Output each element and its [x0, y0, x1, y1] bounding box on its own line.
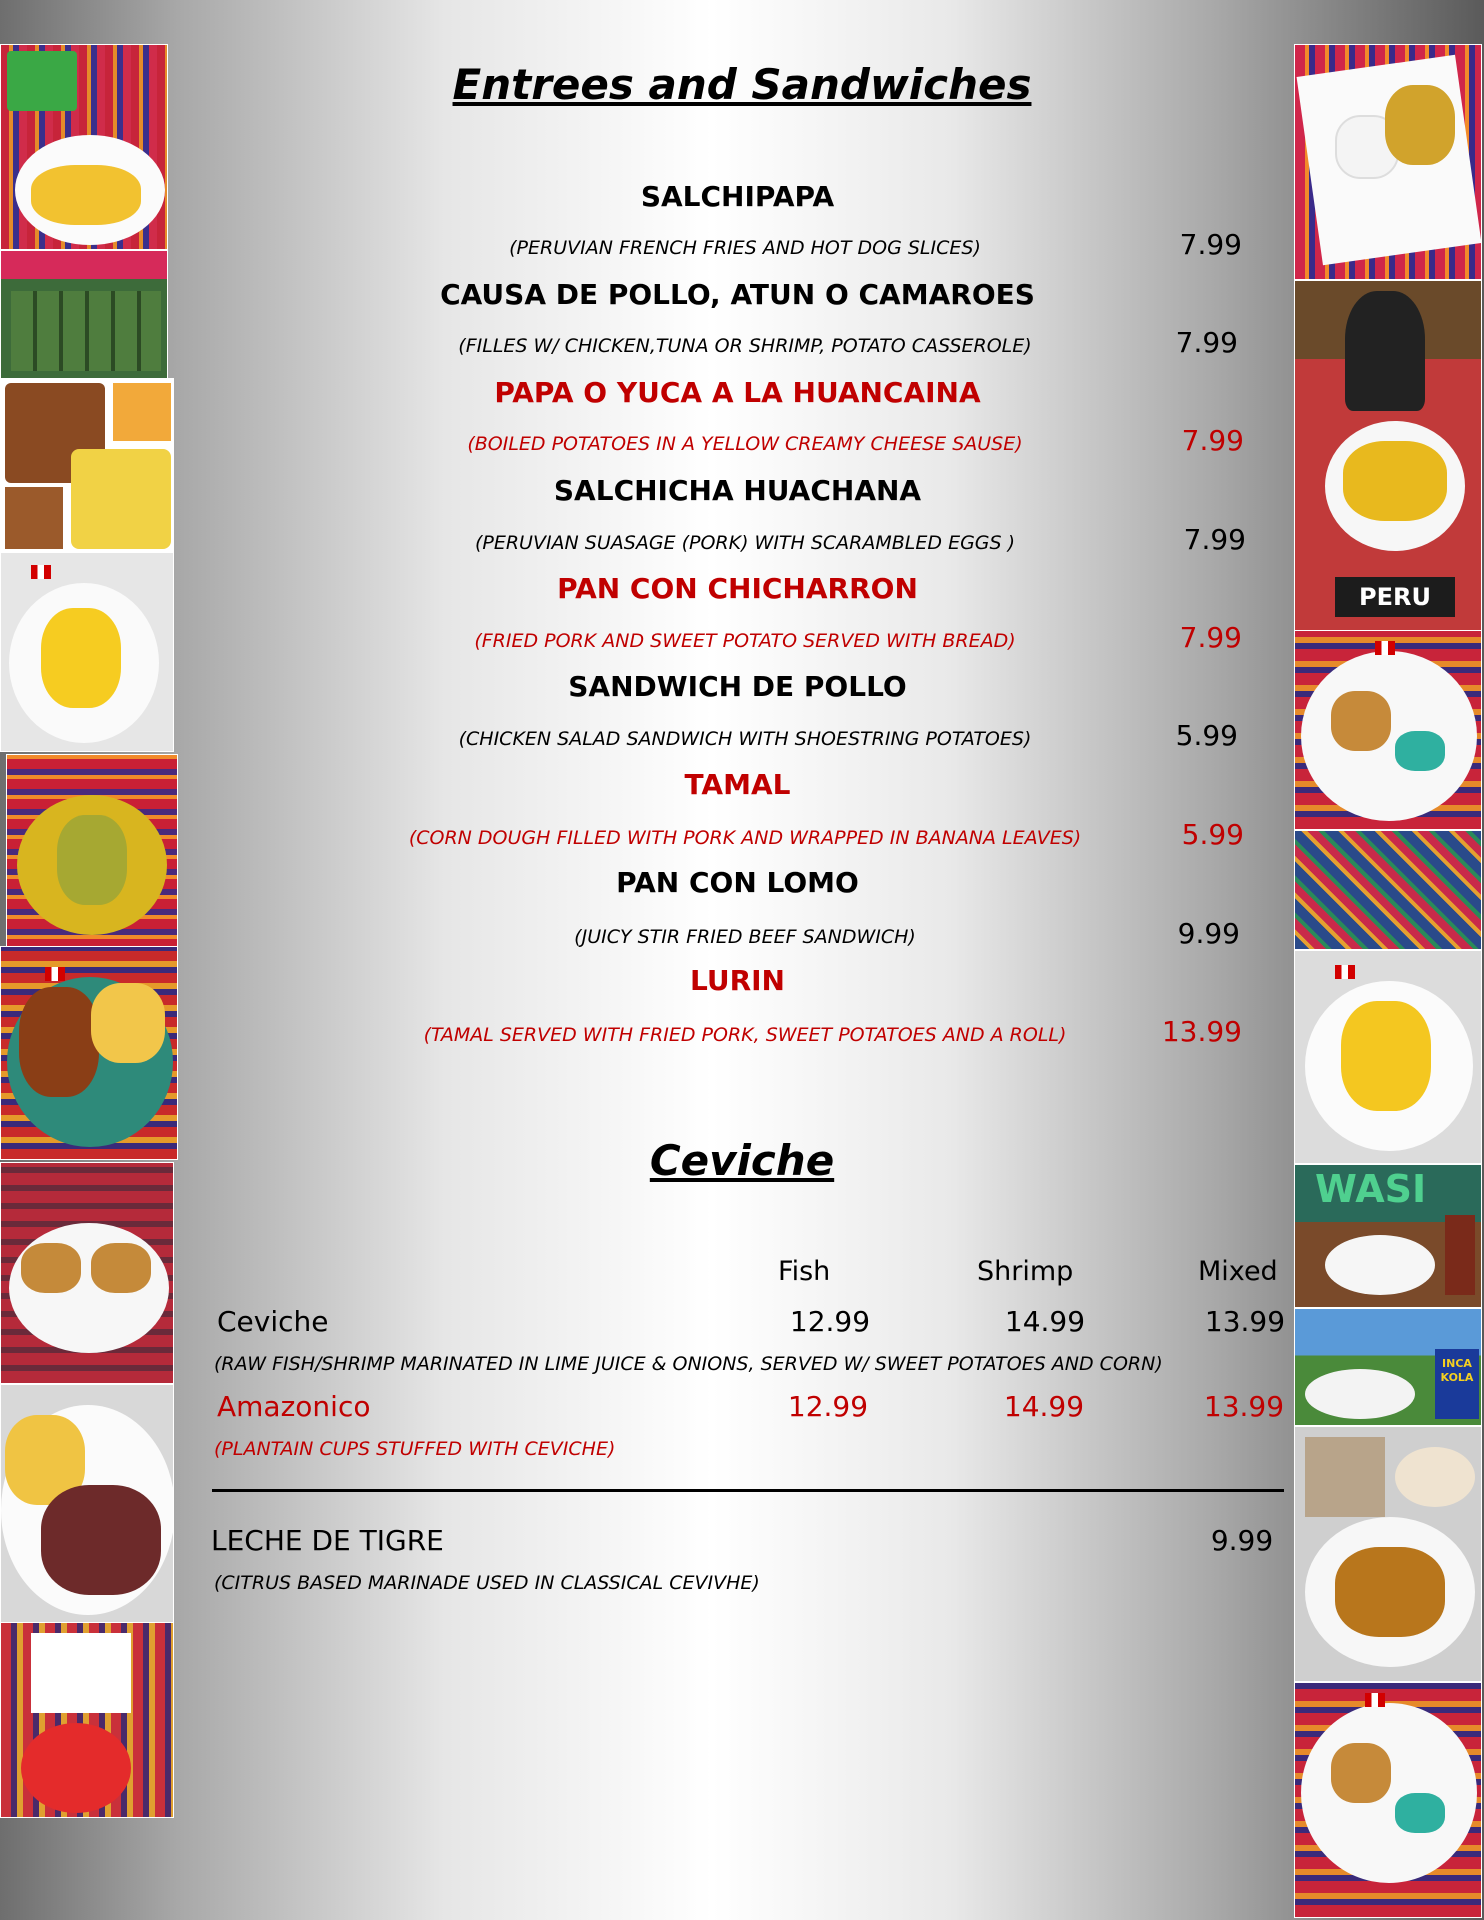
menu-item-description: (CHICKEN SALAD SANDWICH WITH SHOESTRING POTATOES)	[458, 728, 1032, 750]
menu-item-description: (CORN DOUGH FILLED WITH PORK AND WRAPPED IN BANANA LEAVES)	[408, 827, 1082, 849]
inca-kola-can-label: INCA KOLA	[1435, 1349, 1479, 1419]
menu-item-name: PAN CON CHICHARRON	[557, 572, 918, 605]
wasi-sign-label: WASI	[1315, 1167, 1427, 1211]
menu-item-price: 5.99	[1181, 818, 1244, 851]
ceviche-price-mixed: 13.99	[1204, 1305, 1286, 1338]
menu-item-price: 7.99	[1179, 621, 1242, 654]
food-photo-restaurant-table	[1294, 1164, 1482, 1308]
ceviche-item-name: Ceviche	[217, 1305, 329, 1338]
food-photo-papa-rellena	[1294, 630, 1482, 830]
menu-item-price: 7.99	[1179, 228, 1242, 261]
amazonico-price-mixed: 13.99	[1203, 1390, 1285, 1423]
leche-de-tigre-name: LECHE DE TIGRE	[211, 1524, 444, 1557]
column-header-shrimp: Shrimp	[977, 1256, 1074, 1287]
food-photo-inca-kola	[1294, 1308, 1482, 1426]
menu-item-name: PAN CON LOMO	[616, 866, 859, 899]
food-photo-causa	[0, 552, 174, 752]
menu-item-description: (TAMAL SERVED WITH FRIED PORK, SWEET POTATOES AND A ROLL)	[423, 1024, 1067, 1046]
menu-item-price: 5.99	[1175, 719, 1238, 752]
amazonico-item-name: Amazonico	[217, 1390, 371, 1423]
food-photo-coffee-plate	[1294, 1426, 1482, 1682]
entrees-section-title: Entrees and Sandwiches	[452, 60, 1032, 109]
menu-item-description: (JUICY STIR FRIED BEEF SANDWICH)	[574, 926, 916, 948]
menu-item-name: SANDWICH DE POLLO	[568, 670, 907, 703]
food-photo-tamal	[6, 754, 178, 950]
menu-item-name: TAMAL	[684, 768, 791, 801]
menu-item-description: (FILLES W/ CHICKEN,TUNA OR SHRIMP, POTATO CASSEROLE)	[458, 335, 1032, 357]
peru-sign-label: PERU	[1335, 577, 1455, 617]
amazonico-price-shrimp: 14.99	[1003, 1390, 1085, 1423]
menu-item-description: (PERUVIAN FRENCH FRIES AND HOT DOG SLICES)	[509, 237, 981, 259]
food-photo-tallarin-saltado	[0, 1384, 174, 1624]
section-divider	[212, 1489, 1284, 1492]
ceviche-item-description: (RAW FISH/SHRIMP MARINATED IN LIME JUICE & ONIONS, SERVED W/ SWEET POTATOES AND CORN)	[214, 1353, 1163, 1375]
menu-item-price: 7.99	[1175, 326, 1238, 359]
menu-item-price: 7.99	[1181, 424, 1244, 457]
food-photo-papa-rellena-2	[1294, 1682, 1482, 1918]
column-header-mixed: Mixed	[1198, 1256, 1278, 1287]
column-header-fish: Fish	[778, 1256, 831, 1287]
food-photo-collage	[0, 378, 174, 554]
food-photo-sandwiches	[0, 1162, 174, 1384]
ceviche-section-title: Ceviche	[649, 1136, 835, 1185]
menu-item-name: PAPA O YUCA A LA HUANCAINA	[494, 376, 981, 409]
menu-item-price: 13.99	[1161, 1015, 1242, 1048]
amazonico-price-fish: 12.99	[787, 1390, 869, 1423]
menu-item-name: SALCHIPAPA	[640, 180, 835, 213]
amazonico-item-description: (PLANTAIN CUPS STUFFED WITH CEVICHE)	[214, 1438, 616, 1460]
leche-de-tigre-price: 9.99	[1210, 1524, 1274, 1557]
food-photo-tamales	[0, 250, 168, 380]
food-photo-causa-2	[1294, 950, 1482, 1164]
menu-item-price: 7.99	[1183, 523, 1246, 556]
ceviche-price-fish: 12.99	[789, 1305, 871, 1338]
leche-de-tigre-description: (CITRUS BASED MARINADE USED IN CLASSICAL CEVIVHE)	[214, 1572, 760, 1594]
food-photo-soup-peru	[1294, 280, 1482, 672]
menu-item-name: SALCHICHA HUACHANA	[553, 474, 922, 507]
menu-item-price: 9.99	[1177, 917, 1240, 950]
food-photo-patterned-textile	[1294, 830, 1482, 950]
food-photo-gelatin-dessert	[0, 1622, 174, 1818]
menu-item-description: (PERUVIAN SUASAGE (PORK) WITH SCARAMBLED EGGS )	[474, 532, 1016, 554]
menu-item-name: CAUSA DE POLLO, ATUN O CAMAROES	[440, 278, 1035, 311]
menu-item-name: LURIN	[690, 964, 785, 997]
food-photo-pollo-a-la-brasa	[0, 946, 178, 1160]
ceviche-price-shrimp: 14.99	[1004, 1305, 1086, 1338]
menu-item-description: (BOILED POTATOES IN A YELLOW CREAMY CHEESE SAUSE)	[467, 433, 1023, 455]
menu-item-description: (FRIED PORK AND SWEET POTATO SERVED WITH BREAD)	[474, 630, 1016, 652]
